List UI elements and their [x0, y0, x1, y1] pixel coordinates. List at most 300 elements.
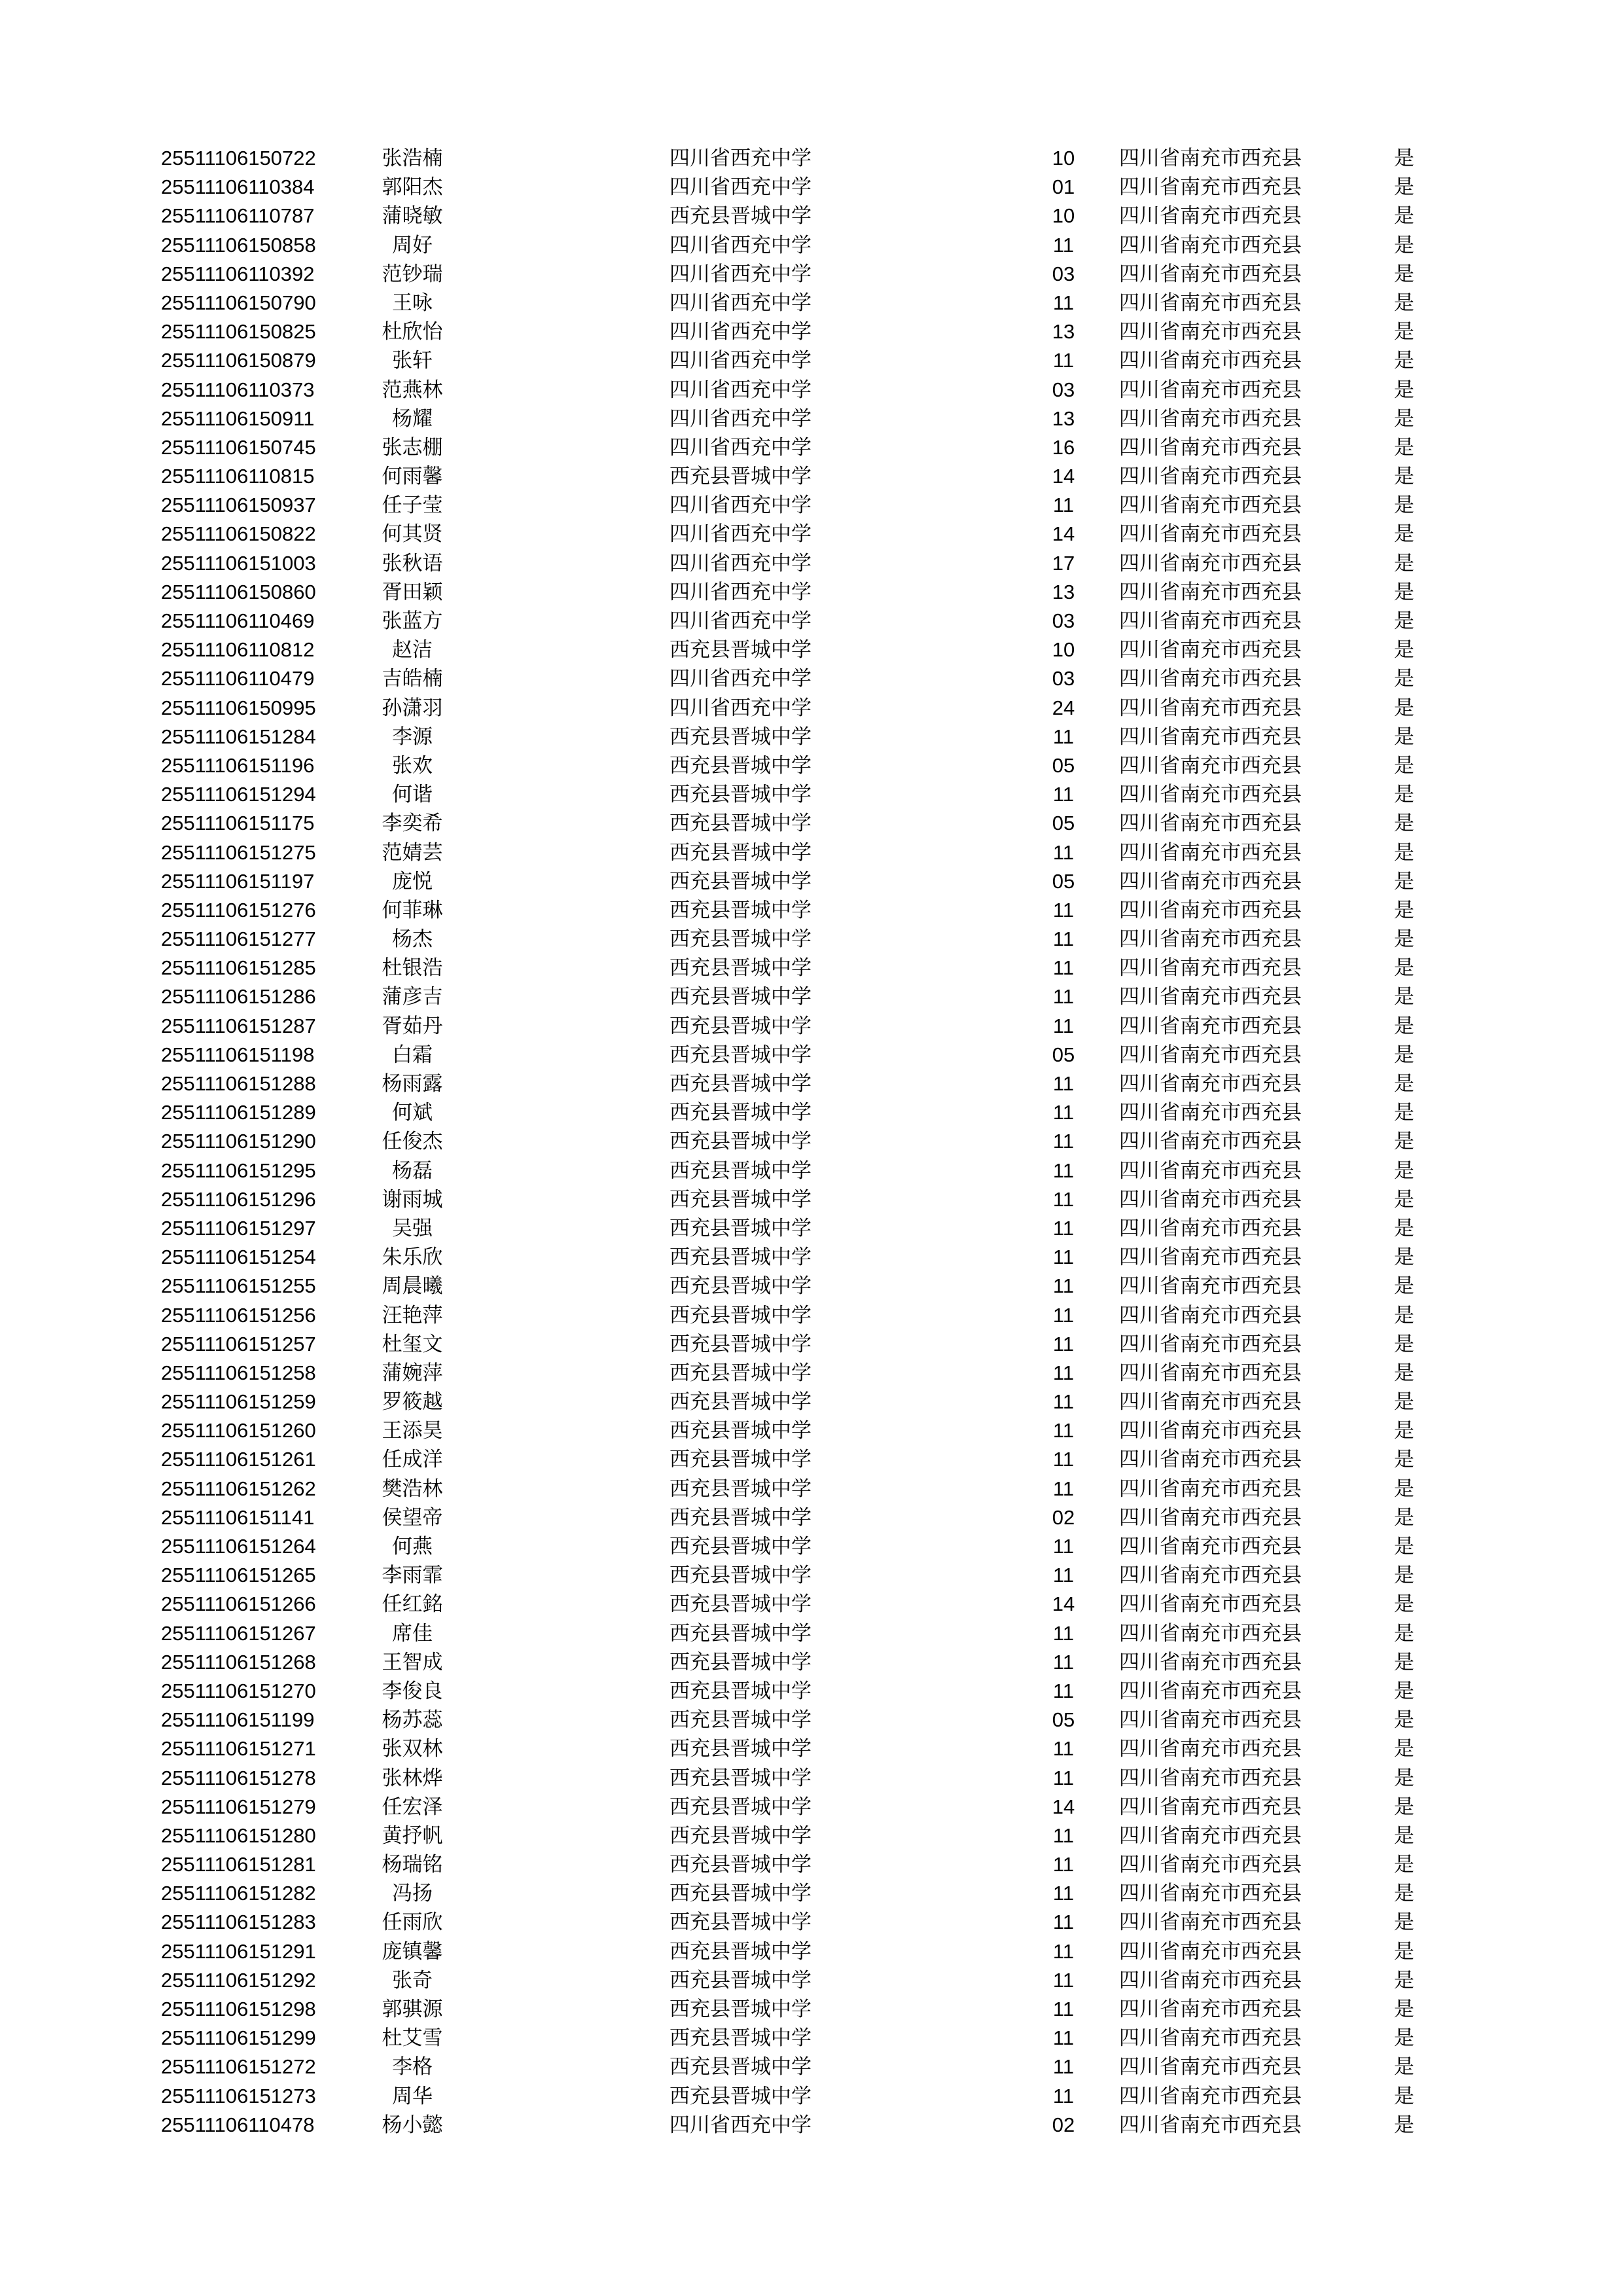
category-code-cell: 11 [1052, 1853, 1075, 1876]
student-name-cell: 范钞瑞 [382, 262, 443, 285]
student-name-cell: 杨杰 [392, 927, 433, 951]
category-code-cell: 11 [1052, 493, 1075, 517]
table-row [0, 954, 1623, 982]
table-row [0, 1850, 1623, 1879]
exam-id-cell: 25511106151255 [161, 1274, 316, 1298]
student-name-cell: 谢雨城 [382, 1187, 443, 1211]
table-row [0, 1677, 1623, 1706]
status-flag-cell: 是 [1394, 465, 1414, 488]
school-name-cell: 四川省西充中学 [669, 378, 812, 401]
exam-id-cell: 25511106110812 [161, 638, 315, 662]
table-row [0, 1098, 1623, 1127]
status-flag-cell: 是 [1394, 2113, 1414, 2136]
student-name-cell: 何菲琳 [382, 898, 443, 922]
exam-id-cell: 25511106151283 [161, 1910, 316, 1934]
table-row [0, 1069, 1623, 1098]
category-code-cell: 10 [1052, 204, 1075, 228]
exam-id-cell: 25511106151276 [161, 898, 316, 922]
student-name-cell: 李俊良 [382, 1679, 443, 1702]
school-name-cell: 西充县晋城中学 [669, 1621, 812, 1645]
region-cell: 四川省南充市西充县 [1119, 349, 1302, 372]
region-cell: 四川省南充市西充县 [1119, 1795, 1302, 1818]
category-code-cell: 11 [1052, 349, 1075, 372]
exam-id-cell: 25511106150911 [161, 406, 315, 430]
status-flag-cell: 是 [1394, 1419, 1414, 1443]
school-name-cell: 西充县晋城中学 [669, 1650, 812, 1674]
region-cell: 四川省南充市西充县 [1119, 609, 1302, 632]
student-name-cell: 任红銘 [382, 1592, 443, 1616]
status-flag-cell: 是 [1394, 580, 1414, 603]
school-name-cell: 西充县晋城中学 [669, 840, 812, 864]
region-cell: 四川省南充市西充县 [1119, 1535, 1302, 1558]
category-code-cell: 11 [1052, 1968, 1075, 1992]
category-code-cell: 11 [1052, 2026, 1075, 2050]
student-name-cell: 何谐 [392, 783, 433, 806]
student-name-cell: 赵洁 [392, 638, 433, 662]
school-name-cell: 四川省西充中学 [669, 522, 812, 546]
student-name-cell: 吉皓楠 [382, 667, 443, 691]
status-flag-cell: 是 [1394, 1448, 1414, 1471]
category-code-cell: 03 [1052, 262, 1075, 285]
table-row [0, 1012, 1623, 1041]
student-name-cell: 樊浩林 [382, 1477, 443, 1500]
table-row [0, 694, 1623, 723]
student-name-cell: 张志棚 [382, 435, 443, 459]
exam-id-cell: 25511106110469 [161, 609, 315, 632]
school-name-cell: 西充县晋城中学 [669, 1505, 812, 1529]
region-cell: 四川省南充市西充县 [1119, 753, 1302, 777]
category-code-cell: 05 [1052, 1708, 1075, 1732]
table-row [0, 809, 1623, 838]
category-code-cell: 13 [1052, 406, 1075, 430]
exam-id-cell: 25511106151262 [161, 1477, 316, 1500]
region-cell: 四川省南充市西充县 [1119, 1679, 1302, 1702]
category-code-cell: 11 [1052, 1679, 1075, 1702]
table-row [0, 1590, 1623, 1619]
table-row [0, 867, 1623, 896]
category-code-cell: 11 [1052, 1650, 1075, 1674]
region-cell: 四川省南充市西充县 [1119, 985, 1302, 1009]
category-code-cell: 11 [1052, 783, 1075, 806]
table-row [0, 173, 1623, 202]
school-name-cell: 西充县晋城中学 [669, 1882, 812, 1905]
status-flag-cell: 是 [1394, 1910, 1414, 1934]
exam-id-cell: 25511106150860 [161, 580, 316, 603]
exam-id-cell: 25511106151196 [161, 753, 315, 777]
category-code-cell: 11 [1052, 1158, 1075, 1182]
region-cell: 四川省南充市西充县 [1119, 1187, 1302, 1211]
table-row [0, 491, 1623, 520]
status-flag-cell: 是 [1394, 262, 1414, 285]
student-name-cell: 吴强 [392, 1216, 433, 1240]
school-name-cell: 四川省西充中学 [669, 291, 812, 314]
table-row [0, 520, 1623, 548]
exam-id-cell: 25511106151279 [161, 1795, 316, 1818]
status-flag-cell: 是 [1394, 1246, 1414, 1269]
region-cell: 四川省南充市西充县 [1119, 204, 1302, 228]
region-cell: 四川省南充市西充县 [1119, 1477, 1302, 1500]
status-flag-cell: 是 [1394, 753, 1414, 777]
school-name-cell: 西充县晋城中学 [669, 956, 812, 980]
exam-id-cell: 25511106151295 [161, 1158, 316, 1182]
status-flag-cell: 是 [1394, 956, 1414, 980]
status-flag-cell: 是 [1394, 1939, 1414, 1963]
status-flag-cell: 是 [1394, 1158, 1414, 1182]
region-cell: 四川省南充市西充县 [1119, 262, 1302, 285]
student-name-cell: 李源 [392, 725, 433, 748]
category-code-cell: 05 [1052, 869, 1075, 893]
school-name-cell: 西充县晋城中学 [669, 1535, 812, 1558]
student-name-cell: 李雨霏 [382, 1564, 443, 1587]
status-flag-cell: 是 [1394, 1477, 1414, 1500]
table-row [0, 925, 1623, 954]
school-name-cell: 西充县晋城中学 [669, 1216, 812, 1240]
region-cell: 四川省南充市西充县 [1119, 1332, 1302, 1355]
student-name-cell: 杨雨露 [382, 1072, 443, 1095]
table-row [0, 1157, 1623, 1185]
region-cell: 四川省南充市西充县 [1119, 696, 1302, 719]
region-cell: 四川省南充市西充县 [1119, 1448, 1302, 1471]
region-cell: 四川省南充市西充县 [1119, 1158, 1302, 1182]
school-name-cell: 西充县晋城中学 [669, 1998, 812, 2020]
exam-id-cell: 25511106151271 [161, 1737, 316, 1761]
table-row [0, 1908, 1623, 1937]
school-name-cell: 西充县晋城中学 [669, 1766, 812, 1789]
category-code-cell: 11 [1052, 898, 1075, 922]
school-name-cell: 西充县晋城中学 [669, 1679, 812, 1702]
category-code-cell: 11 [1052, 1448, 1075, 1471]
category-code-cell: 11 [1052, 1419, 1075, 1443]
category-code-cell: 11 [1052, 985, 1075, 1009]
school-name-cell: 西充县晋城中学 [669, 1101, 812, 1124]
table-row [0, 1330, 1623, 1359]
student-name-cell: 王智成 [382, 1650, 443, 1674]
category-code-cell: 14 [1052, 522, 1075, 546]
school-name-cell: 西充县晋城中学 [669, 1939, 812, 1963]
category-code-cell: 10 [1052, 147, 1075, 170]
school-name-cell: 西充县晋城中学 [669, 1043, 812, 1066]
region-cell: 四川省南充市西充县 [1119, 1043, 1302, 1066]
table-row [0, 1793, 1623, 1821]
region-cell: 四川省南充市西充县 [1119, 2055, 1302, 2079]
school-name-cell: 西充县晋城中学 [669, 1477, 812, 1500]
exam-id-cell: 25511106151278 [161, 1766, 316, 1789]
category-code-cell: 11 [1052, 725, 1075, 748]
table-row [0, 1243, 1623, 1272]
school-name-cell: 西充县晋城中学 [669, 2055, 812, 2079]
exam-id-cell: 25511106151287 [161, 1014, 316, 1037]
school-name-cell: 西充县晋城中学 [669, 1795, 812, 1818]
student-name-cell: 杨磊 [392, 1158, 433, 1182]
school-name-cell: 四川省西充中学 [669, 609, 812, 632]
category-code-cell: 11 [1052, 291, 1075, 314]
exam-id-cell: 25511106151267 [161, 1621, 316, 1645]
category-code-cell: 03 [1052, 667, 1075, 691]
status-flag-cell: 是 [1394, 1823, 1414, 1847]
student-name-cell: 任俊杰 [382, 1130, 443, 1153]
region-cell: 四川省南充市西充县 [1119, 147, 1302, 170]
school-name-cell: 四川省西充中学 [669, 262, 812, 285]
school-name-cell: 西充县晋城中学 [669, 927, 812, 951]
category-code-cell: 11 [1052, 1737, 1075, 1761]
exam-id-cell: 25511106151289 [161, 1101, 316, 1124]
table-row [0, 317, 1623, 346]
student-name-cell: 张轩 [392, 349, 433, 372]
exam-id-cell: 25511106150825 [161, 320, 316, 344]
exam-id-cell: 25511106151294 [161, 783, 316, 806]
region-cell: 四川省南充市西充县 [1119, 1737, 1302, 1761]
status-flag-cell: 是 [1394, 1505, 1414, 1529]
exam-id-cell: 25511106151258 [161, 1361, 316, 1384]
exam-id-cell: 25511106151282 [161, 1882, 316, 1905]
status-flag-cell: 是 [1394, 1679, 1414, 1702]
school-name-cell: 西充县晋城中学 [669, 1564, 812, 1587]
status-flag-cell: 是 [1394, 840, 1414, 864]
region-cell: 四川省南充市西充县 [1119, 1853, 1302, 1876]
school-name-cell: 西充县晋城中学 [669, 1592, 812, 1616]
region-cell: 四川省南充市西充县 [1119, 1505, 1302, 1529]
category-code-cell: 11 [1052, 1274, 1075, 1298]
exam-id-cell: 25511106151277 [161, 927, 316, 951]
student-name-cell: 王添昊 [382, 1419, 443, 1443]
school-name-cell: 西充县晋城中学 [669, 1187, 812, 1211]
region-cell: 四川省南充市西充县 [1119, 1650, 1302, 1674]
table-row [0, 1301, 1623, 1330]
school-name-cell: 四川省西充中学 [669, 320, 812, 344]
school-name-cell: 西充县晋城中学 [669, 869, 812, 893]
table-row [0, 723, 1623, 751]
school-name-cell: 四川省西充中学 [669, 233, 812, 257]
table-row [0, 376, 1623, 404]
table-row [0, 231, 1623, 260]
region-cell: 四川省南充市西充县 [1119, 1592, 1302, 1616]
region-cell: 四川省南充市西充县 [1119, 1910, 1302, 1934]
student-name-cell: 胥田颖 [382, 580, 443, 603]
status-flag-cell: 是 [1394, 175, 1414, 199]
category-code-cell: 13 [1052, 320, 1075, 344]
table-row [0, 982, 1623, 1011]
school-name-cell: 西充县晋城中学 [669, 1361, 812, 1384]
category-code-cell: 11 [1052, 1535, 1075, 1558]
status-flag-cell: 是 [1394, 233, 1414, 257]
status-flag-cell: 是 [1394, 1101, 1414, 1124]
region-cell: 四川省南充市西充县 [1119, 378, 1302, 401]
school-name-cell: 四川省西充中学 [669, 406, 812, 430]
student-name-cell: 张浩楠 [382, 147, 443, 170]
category-code-cell: 11 [1052, 1216, 1075, 1240]
school-name-cell: 西充县晋城中学 [669, 2084, 812, 2108]
category-code-cell: 11 [1052, 927, 1075, 951]
school-name-cell: 西充县晋城中学 [669, 638, 812, 662]
table-row [0, 607, 1623, 636]
region-cell: 四川省南充市西充县 [1119, 493, 1302, 517]
category-code-cell: 10 [1052, 638, 1075, 662]
status-flag-cell: 是 [1394, 725, 1414, 748]
status-flag-cell: 是 [1394, 291, 1414, 314]
student-name-cell: 杜银浩 [382, 956, 443, 980]
table-row [0, 780, 1623, 809]
status-flag-cell: 是 [1394, 985, 1414, 1009]
student-name-cell: 何其贤 [382, 522, 443, 546]
region-cell: 四川省南充市西充县 [1119, 1998, 1302, 2020]
exam-id-cell: 25511106151270 [161, 1679, 316, 1702]
student-name-cell: 胥茹丹 [382, 1014, 443, 1037]
region-cell: 四川省南充市西充县 [1119, 175, 1302, 199]
exam-id-cell: 25511106151268 [161, 1650, 316, 1674]
school-name-cell: 四川省西充中学 [669, 551, 812, 575]
status-flag-cell: 是 [1394, 1882, 1414, 1905]
status-flag-cell: 是 [1394, 435, 1414, 459]
table-row [0, 1966, 1623, 1995]
exam-id-cell: 25511106151280 [161, 1823, 316, 1847]
status-flag-cell: 是 [1394, 1274, 1414, 1298]
exam-id-cell: 25511106150722 [161, 147, 316, 170]
school-name-cell: 西充县晋城中学 [669, 1708, 812, 1732]
status-flag-cell: 是 [1394, 551, 1414, 575]
exam-id-cell: 25511106151297 [161, 1216, 316, 1240]
table-row [0, 202, 1623, 230]
region-cell: 四川省南充市西充县 [1119, 1014, 1302, 1037]
category-code-cell: 14 [1052, 465, 1075, 488]
school-name-cell: 四川省西充中学 [669, 696, 812, 719]
school-name-cell: 四川省西充中学 [669, 493, 812, 517]
table-row [0, 1503, 1623, 1532]
exam-id-cell: 25511106151256 [161, 1303, 316, 1327]
school-name-cell: 四川省西充中学 [669, 147, 812, 170]
region-cell: 四川省南充市西充县 [1119, 233, 1302, 257]
school-name-cell: 四川省西充中学 [669, 435, 812, 459]
status-flag-cell: 是 [1394, 609, 1414, 632]
school-name-cell: 四川省西充中学 [669, 349, 812, 372]
school-name-cell: 四川省西充中学 [669, 580, 812, 603]
status-flag-cell: 是 [1394, 320, 1414, 344]
table-row [0, 1388, 1623, 1416]
category-code-cell: 11 [1052, 2055, 1075, 2079]
student-name-cell: 蒲婉萍 [382, 1361, 443, 1384]
table-row [0, 346, 1623, 375]
exam-id-cell: 25511106151299 [161, 2026, 316, 2050]
exam-id-cell: 25511106110815 [161, 465, 315, 488]
exam-id-cell: 25511106110478 [161, 2113, 315, 2136]
region-cell: 四川省南充市西充县 [1119, 1101, 1302, 1124]
category-code-cell: 05 [1052, 812, 1075, 835]
student-name-cell: 杨耀 [392, 406, 433, 430]
school-name-cell: 西充县晋城中学 [669, 1910, 812, 1934]
student-name-cell: 孙潇羽 [382, 696, 443, 719]
table-row [0, 751, 1623, 780]
exam-id-cell: 25511106151291 [161, 1939, 316, 1963]
category-code-cell: 03 [1052, 609, 1075, 632]
exam-id-cell: 25511106151266 [161, 1592, 316, 1616]
category-code-cell: 14 [1052, 1795, 1075, 1818]
status-flag-cell: 是 [1394, 1361, 1414, 1384]
category-code-cell: 11 [1052, 1766, 1075, 1789]
student-name-cell: 席佳 [392, 1621, 433, 1645]
category-code-cell: 11 [1052, 1621, 1075, 1645]
region-cell: 四川省南充市西充县 [1119, 812, 1302, 835]
student-name-cell: 何雨馨 [382, 465, 443, 488]
table-row [0, 1821, 1623, 1850]
table-row [0, 1879, 1623, 1908]
status-flag-cell: 是 [1394, 2055, 1414, 2079]
category-code-cell: 11 [1052, 2084, 1075, 2108]
region-cell: 四川省南充市西充县 [1119, 522, 1302, 546]
status-flag-cell: 是 [1394, 147, 1414, 170]
status-flag-cell: 是 [1394, 1043, 1414, 1066]
exam-id-cell: 25511106151197 [161, 869, 315, 893]
student-name-cell: 侯望帝 [382, 1505, 443, 1529]
exam-id-cell: 25511106151141 [161, 1505, 315, 1529]
student-name-cell: 王咏 [392, 291, 433, 314]
category-code-cell: 13 [1052, 580, 1075, 603]
school-name-cell: 西充县晋城中学 [669, 1737, 812, 1761]
category-code-cell: 11 [1052, 1998, 1075, 2020]
exam-id-cell: 25511106151265 [161, 1564, 316, 1587]
region-cell: 四川省南充市西充县 [1119, 1939, 1302, 1963]
category-code-cell: 11 [1052, 1882, 1075, 1905]
category-code-cell: 11 [1052, 1187, 1075, 1211]
region-cell: 四川省南充市西充县 [1119, 1361, 1302, 1384]
exam-id-cell: 25511106110392 [161, 262, 315, 285]
status-flag-cell: 是 [1394, 696, 1414, 719]
exam-id-cell: 25511106151290 [161, 1130, 316, 1153]
region-cell: 四川省南充市西充县 [1119, 898, 1302, 922]
status-flag-cell: 是 [1394, 638, 1414, 662]
category-code-cell: 11 [1052, 1564, 1075, 1587]
exam-id-cell: 25511106151298 [161, 1998, 316, 2020]
status-flag-cell: 是 [1394, 1390, 1414, 1414]
school-name-cell: 西充县晋城中学 [669, 985, 812, 1009]
table-row [0, 1041, 1623, 1069]
region-cell: 四川省南充市西充县 [1119, 1130, 1302, 1153]
table-row [0, 1359, 1623, 1388]
category-code-cell: 03 [1052, 378, 1075, 401]
status-flag-cell: 是 [1394, 349, 1414, 372]
table-row [0, 664, 1623, 693]
table-row [0, 289, 1623, 317]
status-flag-cell: 是 [1394, 1130, 1414, 1153]
table-row [0, 1185, 1623, 1214]
student-name-cell: 庞镇馨 [382, 1939, 443, 1963]
exam-id-cell: 25511106150745 [161, 435, 316, 459]
exam-id-cell: 25511106150937 [161, 493, 316, 517]
student-name-cell: 蒲晓敏 [382, 204, 443, 228]
student-name-cell: 杨苏蕊 [382, 1708, 443, 1732]
school-name-cell: 西充县晋城中学 [669, 1448, 812, 1471]
exam-id-cell: 25511106151199 [161, 1708, 315, 1732]
exam-id-cell: 25511106151259 [161, 1390, 316, 1414]
school-name-cell: 四川省西充中学 [669, 667, 812, 691]
status-flag-cell: 是 [1394, 1216, 1414, 1240]
student-name-cell: 任子莹 [382, 493, 443, 517]
status-flag-cell: 是 [1394, 1072, 1414, 1095]
table-row [0, 433, 1623, 462]
region-cell: 四川省南充市西充县 [1119, 869, 1302, 893]
region-cell: 四川省南充市西充县 [1119, 2084, 1302, 2108]
table-row [0, 1272, 1623, 1300]
student-name-cell: 庞悦 [392, 869, 433, 893]
exam-id-cell: 25511106151286 [161, 985, 316, 1009]
student-name-cell: 蒲彦吉 [382, 985, 443, 1009]
school-name-cell: 西充县晋城中学 [669, 812, 812, 835]
status-flag-cell: 是 [1394, 1708, 1414, 1732]
exam-id-cell: 25511106151284 [161, 725, 316, 748]
status-flag-cell: 是 [1394, 1621, 1414, 1645]
student-name-cell: 罗筱越 [382, 1390, 443, 1414]
status-flag-cell: 是 [1394, 1998, 1414, 2020]
status-flag-cell: 是 [1394, 1187, 1414, 1211]
region-cell: 四川省南充市西充县 [1119, 406, 1302, 430]
